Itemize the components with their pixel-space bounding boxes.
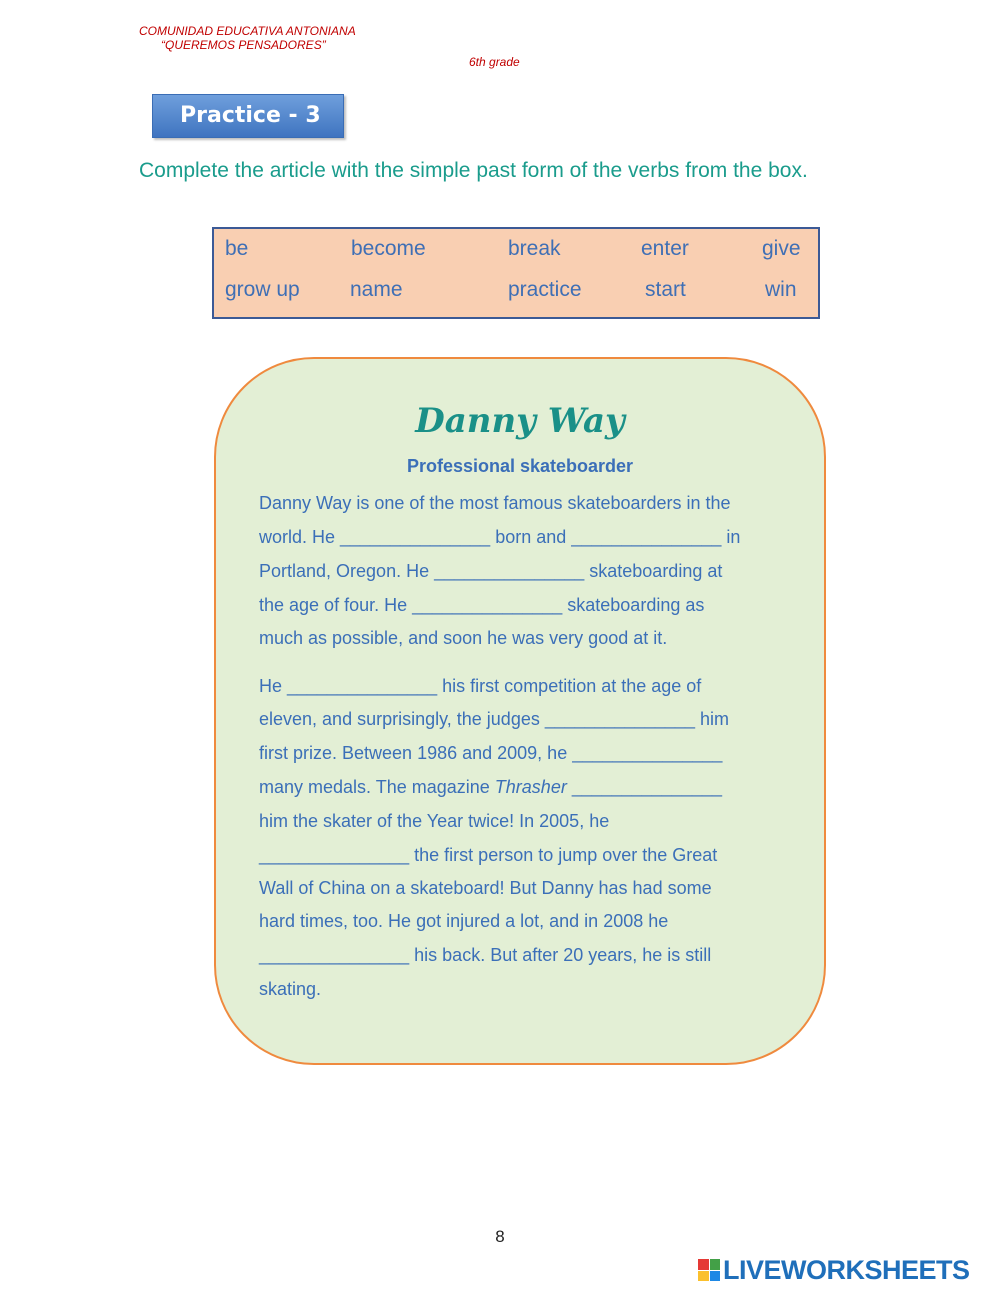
- school-motto: “QUEREMOS PENSADORES”: [161, 38, 326, 52]
- article-line: eleven, and surprisingly, the judges _______________ him: [259, 709, 730, 729]
- logo-square: [710, 1259, 721, 1270]
- article-line: [259, 777, 722, 798]
- article-line: _______________ his back. But after 20 years, he is still: [259, 945, 712, 965]
- logo-square: [710, 1271, 721, 1282]
- verb-word: name: [350, 278, 403, 301]
- liveworksheets-logo: [698, 1255, 970, 1285]
- verb-word: become: [351, 237, 426, 260]
- article-line: He _______________ his first competition at the age of: [259, 676, 702, 696]
- article-line: _______________ the first person to jump over the Great: [259, 845, 718, 865]
- verb-word: start: [645, 278, 686, 301]
- logo-square: [698, 1259, 709, 1270]
- blank: _______________: [566, 777, 722, 797]
- verb-word: practice: [508, 278, 582, 301]
- article-title: Danny Way: [415, 401, 625, 441]
- practice-badge: Practice - 3: [152, 94, 344, 138]
- article-line: first prize. Between 1986 and 2009, he _______________: [259, 743, 723, 763]
- article-line-text: many medals. The magazine: [259, 777, 495, 797]
- verb-word: give: [762, 237, 801, 260]
- verb-word: break: [508, 237, 561, 260]
- logo-square: [698, 1271, 709, 1282]
- article-card: [214, 357, 826, 1065]
- instruction-text: Complete the article with the simple past form of the verbs from the box.: [139, 159, 808, 182]
- grade-label: 6th grade: [469, 55, 520, 69]
- article-subtitle: Professional skateboarder: [406, 456, 634, 476]
- article-line: Wall of China on a skateboard! But Danny has had some: [259, 878, 712, 898]
- verb-word: be: [225, 237, 249, 260]
- article-line: Portland, Oregon. He _______________ skateboarding at: [259, 561, 723, 581]
- article-line: Danny Way is one of the most famous skateboarders in the: [259, 493, 731, 513]
- page-number: 8: [495, 1227, 505, 1246]
- logo-text: LIVEWORKSHEETS: [723, 1254, 970, 1285]
- article-line: him the skater of the Year twice! In 2005, he: [259, 811, 610, 831]
- school-name: COMUNIDAD EDUCATIVA ANTONIANA: [139, 24, 356, 38]
- verb-word: enter: [641, 237, 689, 260]
- article-line: skating.: [259, 979, 322, 999]
- article-line: hard times, too. He got injured a lot, and in 2008 he: [259, 911, 669, 931]
- verb-word: win: [765, 278, 797, 301]
- logo-icon: [698, 1259, 720, 1281]
- article-line: much as possible, and soon he was very good at it.: [259, 628, 668, 648]
- verb-word: grow up: [225, 278, 300, 301]
- article-line: world. He _______________ born and _______________ in: [259, 527, 741, 547]
- magazine-name: Thrasher: [494, 777, 567, 797]
- article-line: the age of four. He _______________ skateboarding as: [259, 595, 705, 615]
- verb-box: [212, 227, 820, 319]
